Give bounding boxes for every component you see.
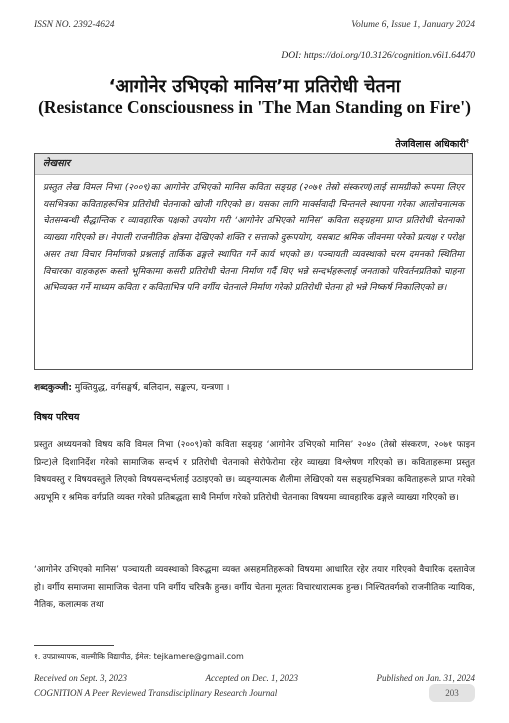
footnote-email[interactable]: tejkamere@gmail.com bbox=[153, 652, 244, 661]
footnote bbox=[34, 652, 244, 662]
abstract-box bbox=[34, 153, 473, 370]
author-name-text: तेजविलास अधिकारी bbox=[395, 139, 466, 151]
keywords-text: मुक्तियुद्ध, वर्गसङ्घर्ष, बलिदान, सङ्कल्प, यन्त्रणा । bbox=[74, 383, 230, 393]
author-name bbox=[395, 137, 469, 150]
footnote-divider bbox=[34, 645, 114, 646]
accepted-date: Accepted on Dec. 1, 2023 bbox=[205, 673, 298, 683]
issn-number: ISSN NO. 2392-4624 bbox=[34, 20, 115, 30]
abstract-heading: लेखसार bbox=[35, 154, 472, 175]
footnote-text: १. उपप्राध्यापक, वाल्मीकि विद्यापीठ, ईमेल: bbox=[34, 652, 152, 661]
paragraph-2: ‘आगोनेर उभिएको मानिस’ पञ्चायती व्यवस्थाको विरुद्धमा व्यक्त असहमतिहरूको विषयमा आधारित रहेर तयार गरिएको वैचारिक दस्तावेज हो। वर्गीय समाजमा सामाजिक चेतना पनि वर्गीय चरित्रकै हुन्छ। वर्गीय चेतना मूलतः विचारधारात्मक हुन्छ। निश्चितवर्गको राजनीतिक न्यायिक, नैतिक, कलात्मक तथा bbox=[34, 565, 475, 610]
title-english: (Resistance Consciousness in 'The Man Standing on Fire') bbox=[38, 97, 471, 117]
keywords bbox=[34, 380, 475, 393]
running-header bbox=[34, 20, 475, 30]
section-heading: विषय परिचय bbox=[34, 412, 80, 423]
author-footnote-marker: १ bbox=[465, 138, 469, 145]
abstract-text: प्रस्तुत लेख विमल निभा (२००९)का आगोनेर उभिएको मानिस कविता सङ्ग्रह (२०७१ तेस्रो संस्करण)लाई सामग्रीको रूपमा लिएर यसभित्रका कविताहरूभित्र प्रतिरोधी चेतनाको खोजी गरिएको छ। यसका लागि मार्क्सवादी चिन्तनले स्थापना गरेका आलोचनात्मक चेतसम्बन्धी सैद्धान्तिक र व्यावहारिक पक्षको उपयोग गरी ‘आगोनेर उभिएको मानिस’ कविता सङ्ग्रहमा प्राप्त प्रतिरोधी चेतनाको व्याख्या गरिएको छ। नेपाली राजनीतिक क्षेत्रमा देखिएको शक्ति र सत्ताको दुरूपयोग, यसबाट श्रमिक जीवनमा परेको प्रत्यक्ष र परोक्ष असर तथा विचार निर्माणको प्रश्नलाई तार्किक ढङ्गले स्थापित गर्ने कार्य भएको छ। पञ्चायती व्यवस्थाको चरम दमनको स्थितिमा विचारका वाहकहरू कस्तो भूमिकामा कसरी प्रतिरोधी चेतना निर्माण गर्दै थिए भन्ने सन्दर्भहरूलाई जनताको परिवर्तनप्रतिको चाहना अभिव्यक्त गर्ने माध्यम कविता र कविताभित्र पनि वर्गीय चेतनाले निर्माण गरेको प्रतिरोधी चेतना हो भन्ने निष्कर्ष निकालिएको छ। bbox=[43, 183, 464, 294]
page-number: 203 bbox=[429, 684, 475, 702]
doi-link[interactable]: DOI: https://doi.org/10.3126/cognition.v6i1.64470 bbox=[281, 51, 475, 61]
received-date: Received on Sept. 3, 2023 bbox=[34, 673, 127, 683]
journal-name: COGNITION A Peer Reviewed Transdisciplinary Research Journal bbox=[34, 688, 278, 698]
footer-dates bbox=[34, 673, 475, 683]
title-nepali: ‘आगोनेर उभिएको मानिस’मा प्रतिरोधी चेतना bbox=[108, 76, 401, 97]
paragraph-1: प्रस्तुत अध्ययनको विषय कवि विमल निभा (२००९)को कविता सङ्ग्रह ‘आगोनेर उभिएको मानिस’ २०४० (तेस्रो संस्करण, २०७१ फाइन प्रिन्ट)ले दिशानिर्देश गरेको सामाजिक सन्दर्भ र प्रतिरोधी चेतनाको सेरोफेरोमा रहेर व्याख्या विश्लेषण गरिएको छ। कविताहरूमा प्रस्तुत विषयवस्तु र विषयवस्तुले लिएको विषयसन्दर्भलाई उठाइएको छ। व्यङ्ग्यात्मक शैलीमा लेखिएको यस सङ्ग्रहभित्रका कविताहरूले प्राप्त गरेको अग्रभूमि र श्रमिक वर्गप्रति व्यक्त गरेको प्रतिबद्धता साथै निर्माण गरेको प्रतिरोधी चेतनाका विषयमा व्यावहारिक ढङ्गले व्याख्या गरिएको छ। bbox=[34, 440, 475, 503]
volume-info: Volume 6, Issue 1, January 2024 bbox=[351, 20, 475, 30]
published-date: Published on Jan. 31, 2024 bbox=[376, 673, 475, 683]
keywords-label: शब्दकुञ्जी: bbox=[34, 383, 72, 393]
